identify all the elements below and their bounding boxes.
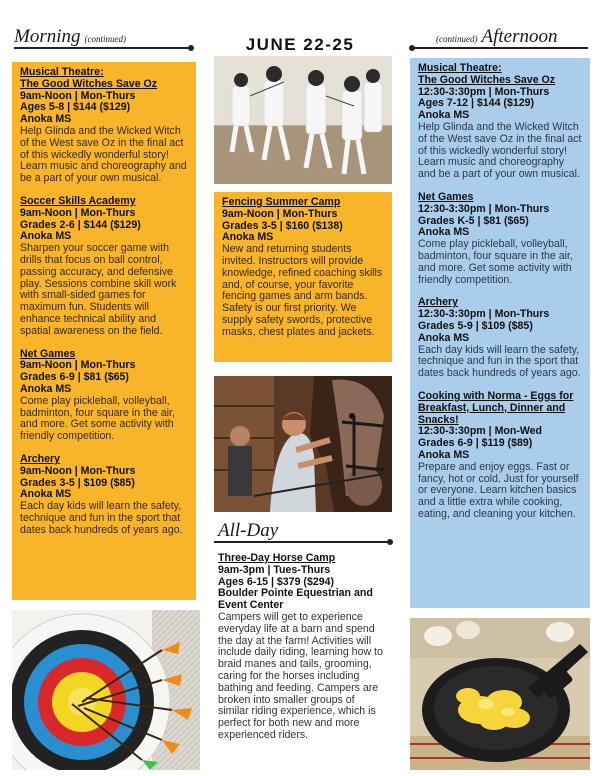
morning-panel — [12, 62, 196, 600]
item-schedule: 12:30-3:30pm | Mon-Thurs — [418, 202, 550, 215]
item-title: Fencing Summer Camp — [222, 196, 341, 208]
item-schedule: 9am-Noon | Mon-Thurs — [20, 89, 136, 102]
item-title: Archery — [418, 296, 459, 309]
afternoon-header — [436, 26, 557, 48]
item-schedule: 12:30-3:30pm | Mon-Thurs — [418, 308, 550, 321]
archery-target-photo — [12, 610, 200, 770]
fencing-item — [222, 197, 384, 339]
item-location: Anoka MS — [20, 488, 72, 501]
item-title: Archery — [20, 452, 61, 465]
afternoon-header-dot — [409, 45, 415, 51]
afternoon-header-rule — [412, 47, 588, 49]
item-ages-price: Grades 6-9 | $119 ($89) — [418, 437, 533, 450]
item-location: Anoka MS — [418, 448, 470, 461]
item-title: Soccer Skills Academy — [20, 194, 136, 207]
item-location: Anoka MS — [20, 113, 72, 126]
allday-header-rule — [214, 541, 390, 543]
morning-item-archery — [20, 454, 188, 537]
afternoon-item-netgames — [418, 192, 582, 286]
item-description: Come play pickleball, volleyball, badminton, four square in the air, and more. Get some activity with friendly competition. — [418, 238, 573, 286]
item-ages-price: Grades 6-9 | $81 ($65) — [20, 371, 129, 384]
item-ages-price: Grades K-5 | $81 ($65) — [418, 214, 529, 227]
horse-camp-photo — [214, 376, 392, 512]
item-description: Help Glinda and the Wicked Witch of the West save Oz in the final act of this wickedly wonderful story! Learn music and choreography and be a part of your own musical. — [20, 124, 187, 185]
item-description: Help Glinda and the Wicked Witch of the West save Oz in the final act of this wickedly wonderful story! Learn music and choreography and be a part of your own musical. — [418, 120, 582, 181]
item-schedule: 9am-Noon | Mon-Thurs — [20, 206, 136, 219]
item-description: Each day kids will learn the safety, technique and fun in the sport that dates back hundreds of years ago. — [20, 500, 183, 536]
morning-header-label: Morning — [14, 26, 81, 47]
item-title: Net Games — [20, 347, 76, 360]
fencing-photo — [214, 56, 392, 184]
item-ages-price: Grades 5-9 | $109 ($85) — [418, 319, 533, 332]
item-title: Musical Theatre: — [20, 66, 104, 78]
item-location: Anoka MS — [418, 331, 470, 344]
item-schedule: 12:30-3:30pm | Mon-Thurs — [418, 85, 550, 98]
item-schedule: 9am-3pm | Tues-Thurs — [218, 563, 331, 576]
allday-header-dot — [387, 539, 393, 545]
item-schedule: 9am-Noon | Mon-Thurs — [20, 464, 136, 477]
item-schedule: 12:30-3:30pm | Mon-Wed — [418, 425, 543, 438]
item-description: Each day kids will learn the safety, technique and fun in the sport that dates back hundreds of years ago. — [418, 343, 581, 380]
item-ages-price: Grades 3-5 | $160 ($138) — [222, 219, 343, 232]
scrambled-eggs-photo — [410, 618, 590, 770]
item-location: Boulder Pointe Equestrian and Event Center — [218, 587, 373, 612]
afternoon-panel — [410, 58, 590, 608]
item-description: Sharpen your soccer game with drills that focus on ball control, passing accuracy, and defensive play. Sessions combine skill work with small-sided games for maximum fun. Students will enhance technical ability and spatial awareness on the field. — [20, 242, 177, 337]
item-description: Campers will get to experience everyday life at a barn and spend the day at the farm! Activities will include daily riding, learning how to braid manes and tails, grooming, caring for the horses including bathing and feeding. Campers are broken into smaller groups of similar riding experience, which is perfect for both new and more experienced riders. — [218, 610, 383, 741]
item-title: Three-Day Horse Camp — [218, 552, 336, 564]
item-ages-price: Ages 5-8 | $144 ($129) — [20, 101, 131, 114]
item-title-line2: The Good Witches Save Oz — [418, 73, 556, 86]
afternoon-header-label: Afternoon — [481, 26, 558, 47]
afternoon-item-cooking — [418, 391, 582, 521]
item-location: Anoka MS — [222, 231, 274, 244]
item-description: New and returning students invited. Instructors will provide knowledge, refined coaching skills and, of course, your favorite fencing games and arm bands. Safety is our first priority. We supply safety swords, protective masks, chest plates and jackets. — [222, 243, 383, 338]
item-title: Cooking with Norma - Eggs for Breakfast, Lunch, Dinner and Snacks! — [418, 389, 574, 426]
morning-item-soccer — [20, 196, 188, 338]
item-location: Anoka MS — [418, 109, 470, 122]
item-schedule: 9am-Noon | Mon-Thurs — [20, 359, 136, 372]
item-title: Net Games — [418, 190, 474, 203]
morning-item-netgames — [20, 349, 188, 443]
item-ages-price: Ages 6-15 | $379 ($294) — [218, 575, 335, 588]
item-location: Anoka MS — [20, 230, 72, 243]
allday-header — [218, 520, 278, 542]
allday-panel — [210, 548, 396, 770]
item-ages-price: Grades 3-5 | $109 ($85) — [20, 476, 135, 489]
afternoon-item-musical — [418, 63, 582, 181]
morning-item-musical — [20, 67, 188, 185]
morning-continued-note: (continued) — [84, 34, 126, 44]
item-description: Prepare and enjoy eggs. Fast or fancy, hot or cold. Just for yourself or everyone. Learn kitchen basics and a little extra while cooking, eating, and cleaning your kitchen. — [418, 460, 579, 520]
item-title: Musical Theatre: — [418, 62, 502, 74]
afternoon-item-archery — [418, 297, 582, 380]
fencing-panel — [214, 192, 392, 362]
item-schedule: 9am-Noon | Mon-Thurs — [222, 207, 338, 220]
item-ages-price: Ages 7-12 | $144 ($129) — [418, 97, 535, 110]
allday-header-label: All-Day — [218, 520, 279, 541]
afternoon-continued-note: (continued) — [436, 34, 478, 44]
item-description: Come play pickleball, volleyball, badminton, four square in the air, and more. Get some activity with friendly competition. — [20, 394, 175, 443]
item-title-line2: The Good Witches Save Oz — [20, 77, 158, 90]
page-date-title: JUNE 22-25 — [245, 35, 355, 54]
item-location: Anoka MS — [20, 382, 72, 395]
allday-item-horse-camp — [218, 553, 388, 742]
item-ages-price: Grades 2-6 | $144 ($129) — [20, 218, 141, 231]
item-location: Anoka MS — [418, 226, 470, 239]
